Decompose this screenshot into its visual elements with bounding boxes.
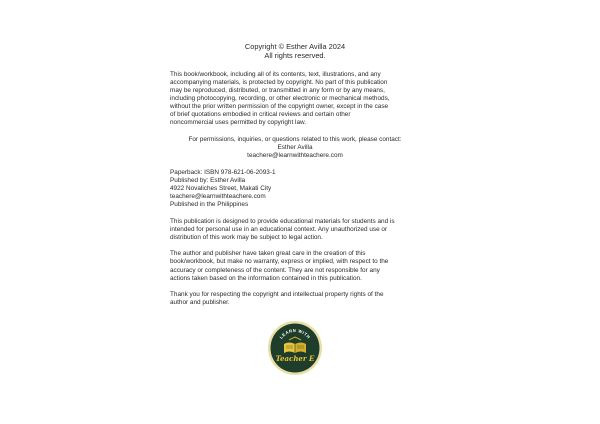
logo-bottom-text: Teacher E	[275, 354, 315, 363]
logo-top-text: LEARN WITH	[278, 327, 312, 340]
copyright-notice-line: accompanying materials, is protected by copyright. No part of this publication	[170, 78, 388, 86]
copyright-notice-line: noncommercial uses permitted by copyright law.	[170, 119, 307, 127]
copyright-header	[170, 42, 420, 61]
disclaimer	[170, 250, 420, 282]
logo-graphic	[267, 320, 323, 376]
purpose-notice-line: This publication is designed to provide educational materials for students and is	[170, 217, 395, 225]
purpose-notice	[170, 218, 420, 242]
contact-intro: For permissions, inquiries, or questions related to this work, please contact:	[188, 135, 402, 143]
copyright-notice-line: of brief quotations embodied in critical reviews and certain other	[170, 111, 351, 119]
publisher-email-line: teachere@learnwithteachere.com	[170, 193, 266, 201]
disclaimer-line: actions taken based on the information contained in this publication.	[170, 274, 362, 282]
copyright-notice-line: including photocopying, recording, or other electronic or mechanical methods,	[170, 95, 390, 103]
copyright-notice-line: without the prior written permission of the copyright owner, except in the case	[170, 103, 389, 111]
copyright-page	[170, 42, 420, 316]
thanks-line: author and publisher.	[170, 299, 230, 307]
thanks-note	[170, 291, 420, 307]
contact-email: teachere@learnwithteachere.com	[247, 151, 343, 159]
teacher-e-logo	[267, 320, 323, 376]
copyright-line: Copyright © Esther Avilla 2024	[244, 42, 346, 51]
purpose-notice-line: distribution of this work may be subject to legal action.	[170, 234, 323, 241]
disclaimer-line: accuracy or completeness of the content. They are not responsible for any	[170, 266, 380, 274]
disclaimer-line: The author and publisher have taken great care in the creation of this	[170, 250, 366, 258]
contact-name: Esther Avilla	[277, 143, 313, 151]
address-line: 4922 Novaliches Street, Makati City	[170, 185, 272, 193]
publication-info	[170, 169, 420, 209]
contact-section	[170, 136, 420, 160]
thanks-line: Thank you for respecting the copyright and intellectual property rights of the	[170, 291, 384, 299]
copyright-notice-line: This book/workbook, including all of its contents, text, illustrations, and any	[170, 70, 381, 78]
purpose-notice-line: intended for personal use in an educational context. Any unauthorized use or	[170, 225, 388, 233]
copyright-notice-line: may be reproduced, distributed, or transmitted in any form or by any means,	[170, 87, 385, 94]
copyright-notice	[170, 71, 420, 128]
rights-reserved-line: All rights reserved.	[264, 51, 326, 61]
published-in-line: Published in the Philippines	[170, 201, 249, 209]
publisher-line: Published by: Esther Avilla	[170, 177, 246, 185]
disclaimer-line: book/workbook, but make no warranty, express or implied, with respect to the	[170, 258, 389, 266]
isbn-line: Paperback: ISBN 978-621-06-2093-1	[170, 169, 276, 177]
